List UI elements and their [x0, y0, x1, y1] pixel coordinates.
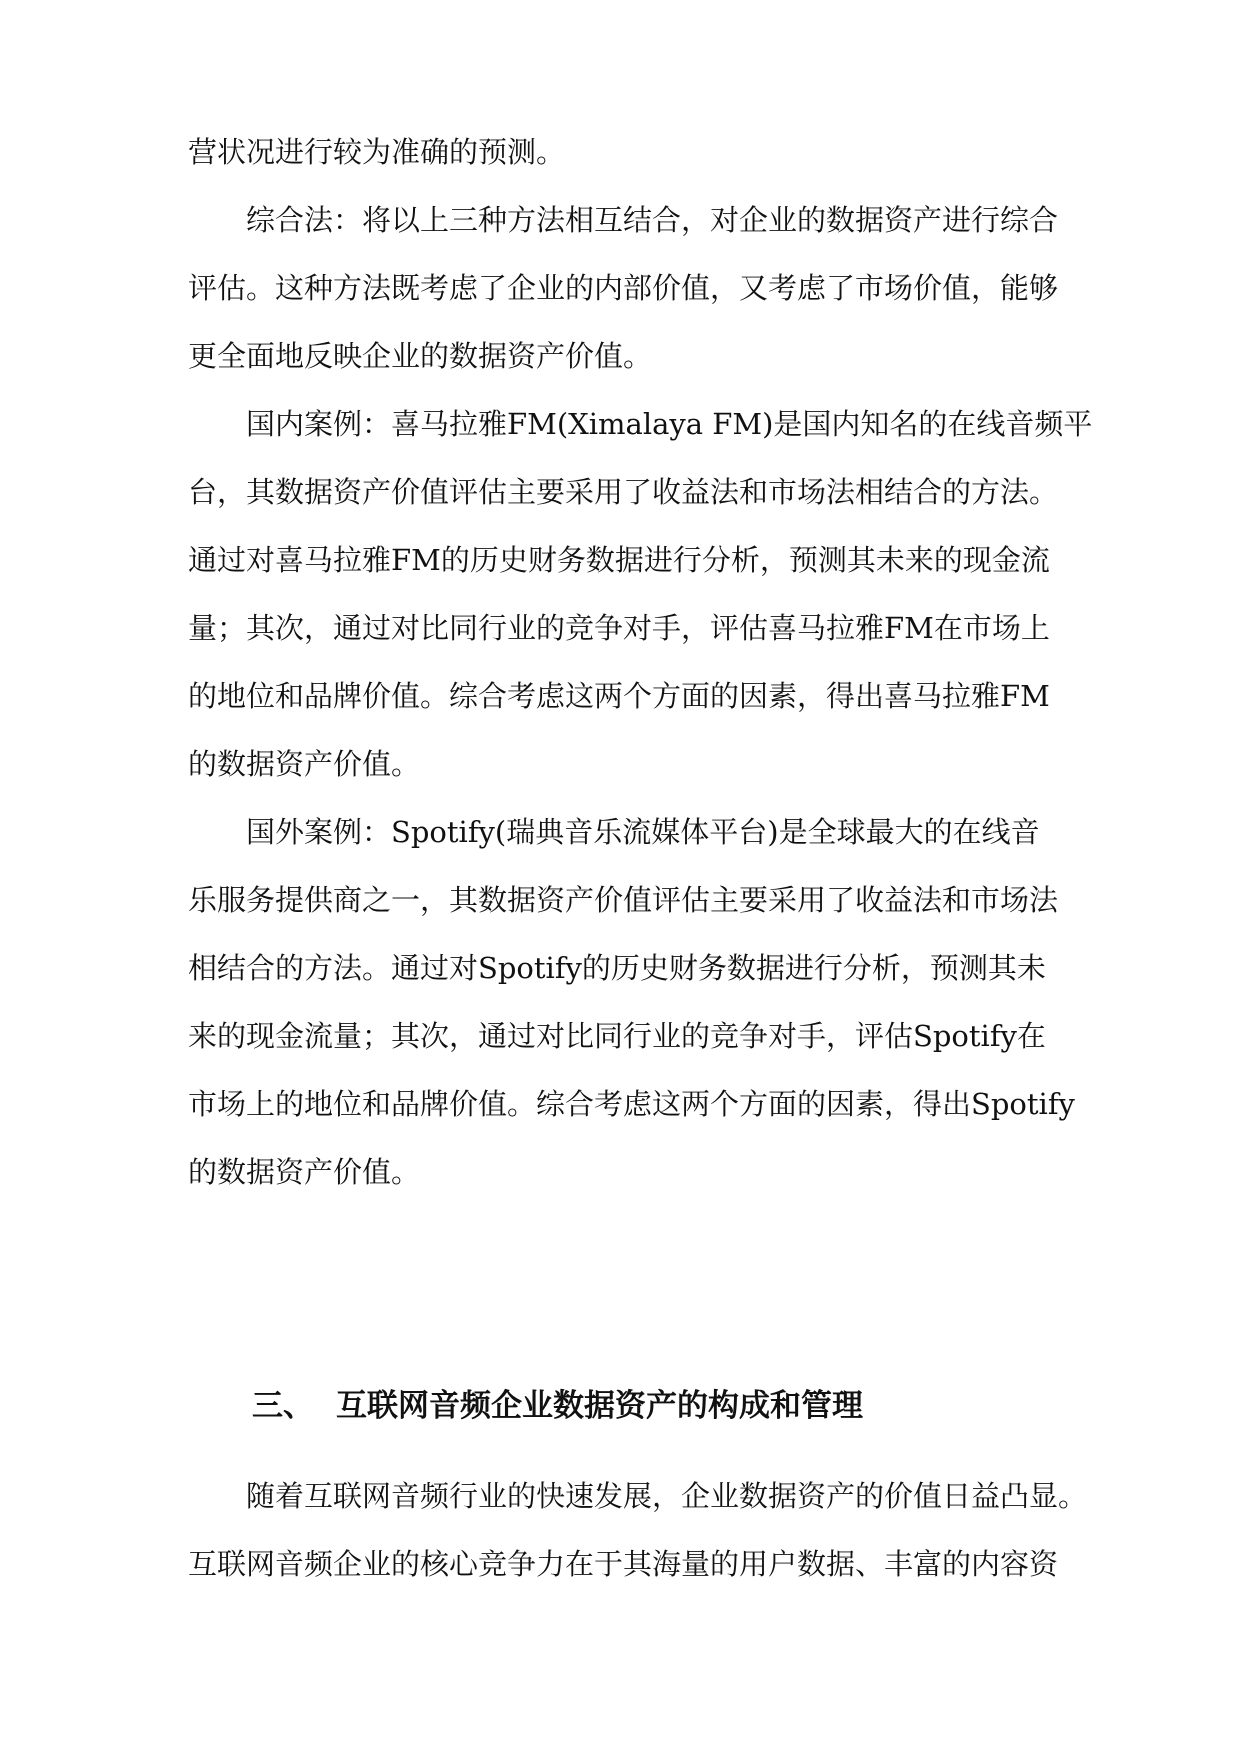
paragraph-line: 评估。这种方法既考虑了企业的内部价值，又考虑了市场价值，能够: [188, 271, 1059, 305]
section-number: 三、: [252, 1388, 314, 1424]
paragraph-line: 相结合的方法。通过对Spotify的历史财务数据进行分析，预测其未: [188, 951, 1046, 985]
paragraph-line: 来的现金流量；其次，通过对比同行业的竞争对手，评估Spotify在: [188, 1019, 1046, 1053]
paragraph-line: 互联网音频企业的核心竞争力在于其海量的用户数据、丰富的内容资: [188, 1547, 1059, 1581]
paragraph-line: 综合法：将以上三种方法相互结合，对企业的数据资产进行综合: [246, 203, 1059, 237]
paragraph-line: 更全面地反映企业的数据资产价值。: [188, 339, 653, 373]
paragraph-line: 国外案例：Spotify(瑞典音乐流媒体平台)是全球最大的在线音: [246, 815, 1040, 849]
paragraph-line: 营状况进行较为准确的预测。: [188, 135, 566, 169]
paragraph-line: 国内案例：喜马拉雅FM(Ximalaya FM)是国内知名的在线音频平: [246, 407, 1093, 441]
paragraph-line: 通过对喜马拉雅FM的历史财务数据进行分析，预测其未来的现金流: [188, 543, 1050, 577]
paragraph-line: 随着互联网音频行业的快速发展，企业数据资产的价值日益凸显。: [246, 1479, 1088, 1513]
section-title: 互联网音频企业数据资产的构成和管理: [336, 1388, 863, 1424]
paragraph-line: 市场上的地位和品牌价值。综合考虑这两个方面的因素，得出Spotify: [188, 1087, 1075, 1121]
paragraph-line: 的地位和品牌价值。综合考虑这两个方面的因素，得出喜马拉雅FM: [188, 679, 1050, 713]
paragraph-line: 的数据资产价值。: [188, 1155, 421, 1189]
paragraph-line: 量；其次，通过对比同行业的竞争对手，评估喜马拉雅FM在市场上: [188, 611, 1050, 645]
paragraph-line: 的数据资产价值。: [188, 747, 421, 781]
section-heading: [252, 1386, 863, 1426]
paragraph-line: 台，其数据资产价值评估主要采用了收益法和市场法相结合的方法。: [188, 475, 1059, 509]
paragraph-line: 乐服务提供商之一，其数据资产价值评估主要采用了收益法和市场法: [188, 883, 1059, 917]
